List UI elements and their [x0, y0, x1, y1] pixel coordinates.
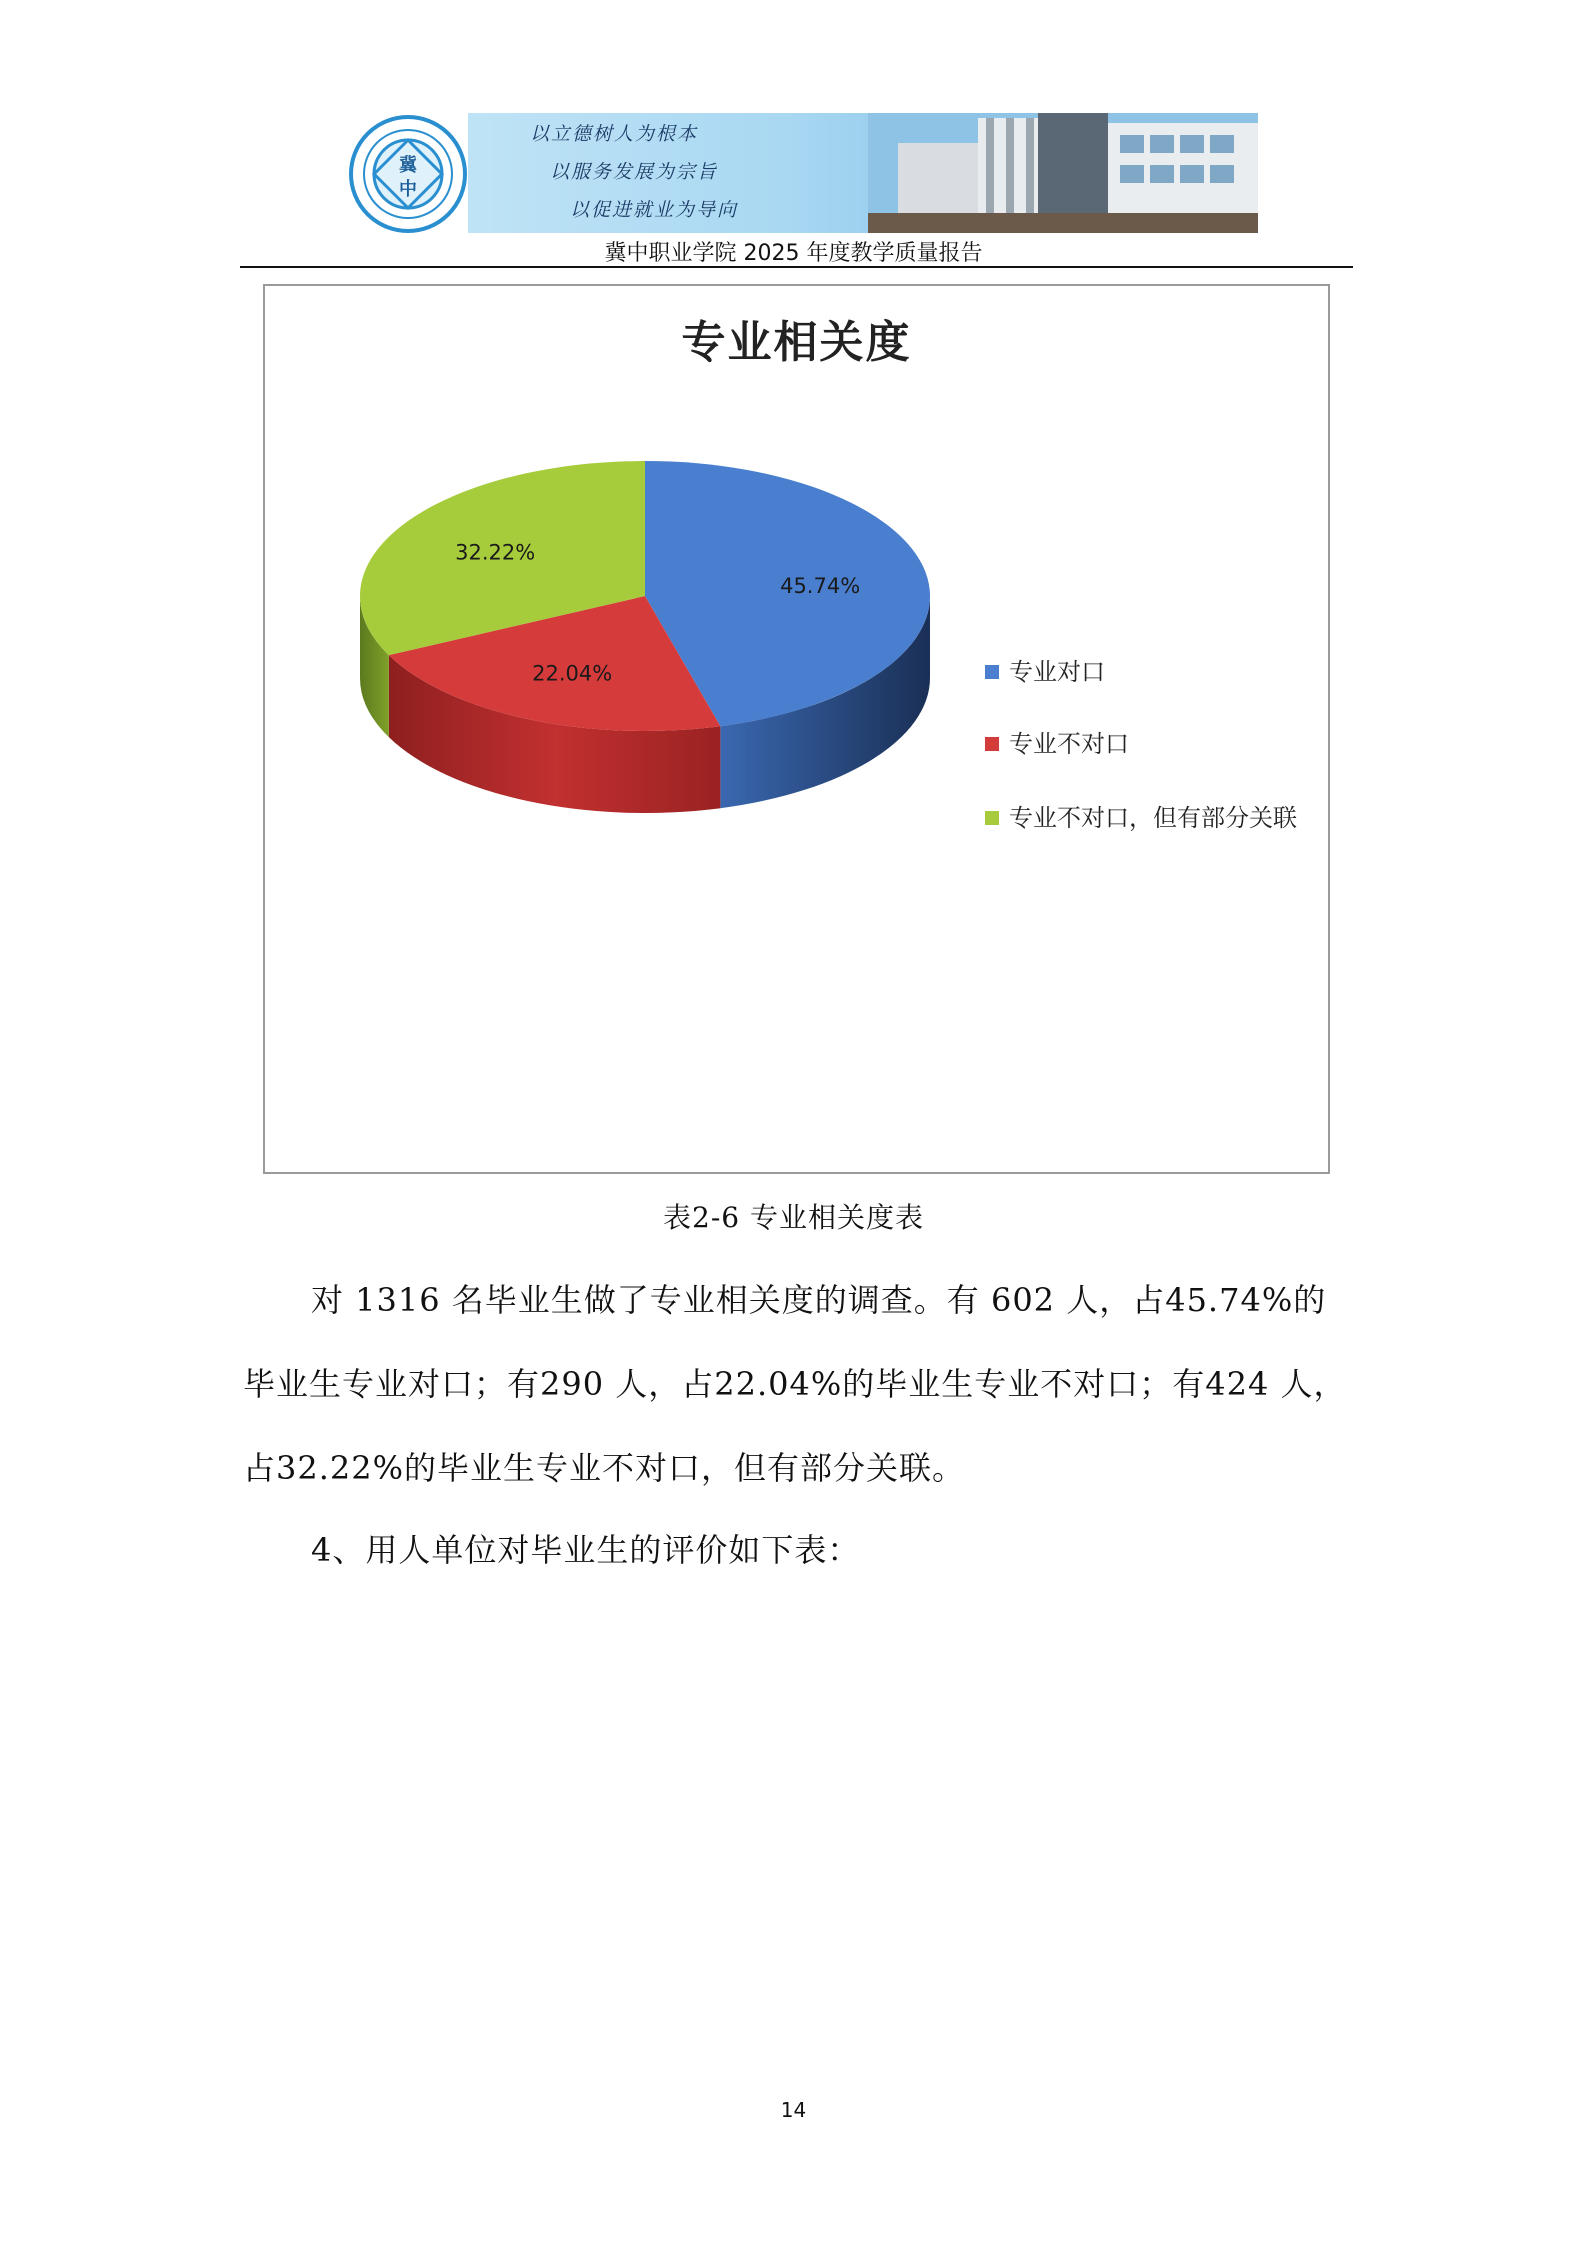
motto-line-3: 以促进就业为导向 [570, 199, 739, 221]
body-paragraph-1: 对 1316 名毕业生做了专业相关度的调查。有 602 人，占45.74%的毕业生专业对口；有290 人，占22.04%的毕业生专业不对口；有424 人，占32.22%的毕业生专业不对口，但有部分关联。 [243, 1281, 1347, 1487]
legend-label: 专业对口 [1009, 658, 1105, 686]
pie-data-label-2: 22.04% [532, 661, 613, 686]
legend-label: 专业不对口 [1009, 730, 1129, 758]
college-logo [348, 113, 468, 235]
page-number: 14 [780, 2098, 807, 2122]
body-paragraph-2: 4、用人单位对毕业生的评价如下表： [311, 1531, 861, 1569]
legend-item-3 [985, 802, 1305, 834]
pie-data-label-3: 32.22% [455, 540, 536, 565]
svg-text:冀: 冀 [399, 155, 417, 176]
svg-text:中: 中 [399, 179, 417, 200]
header-banner [468, 113, 1258, 233]
legend-swatch [985, 665, 999, 679]
page-header [240, 113, 1257, 235]
legend-item-1 [985, 656, 1305, 688]
legend-label: 专业不对口，但有部分关联 [1009, 804, 1297, 832]
legend-item-2 [985, 728, 1305, 760]
legend-swatch [985, 811, 999, 825]
chart-title: 专业相关度 [681, 317, 912, 368]
motto-line-2: 以服务发展为宗旨 [550, 161, 719, 183]
pie-data-label-1: 45.74% [780, 573, 861, 598]
header-divider [240, 266, 1353, 268]
motto-line-1: 以立德树人为根本 [530, 123, 699, 145]
report-title: 冀中职业学院 2025 年度教学质量报告 [604, 241, 983, 266]
figure-caption: 表2-6 专业相关度表 [663, 1201, 924, 1234]
campus-building-image [868, 113, 1258, 233]
pie-chart [263, 284, 1330, 1174]
legend-swatch [985, 737, 999, 751]
